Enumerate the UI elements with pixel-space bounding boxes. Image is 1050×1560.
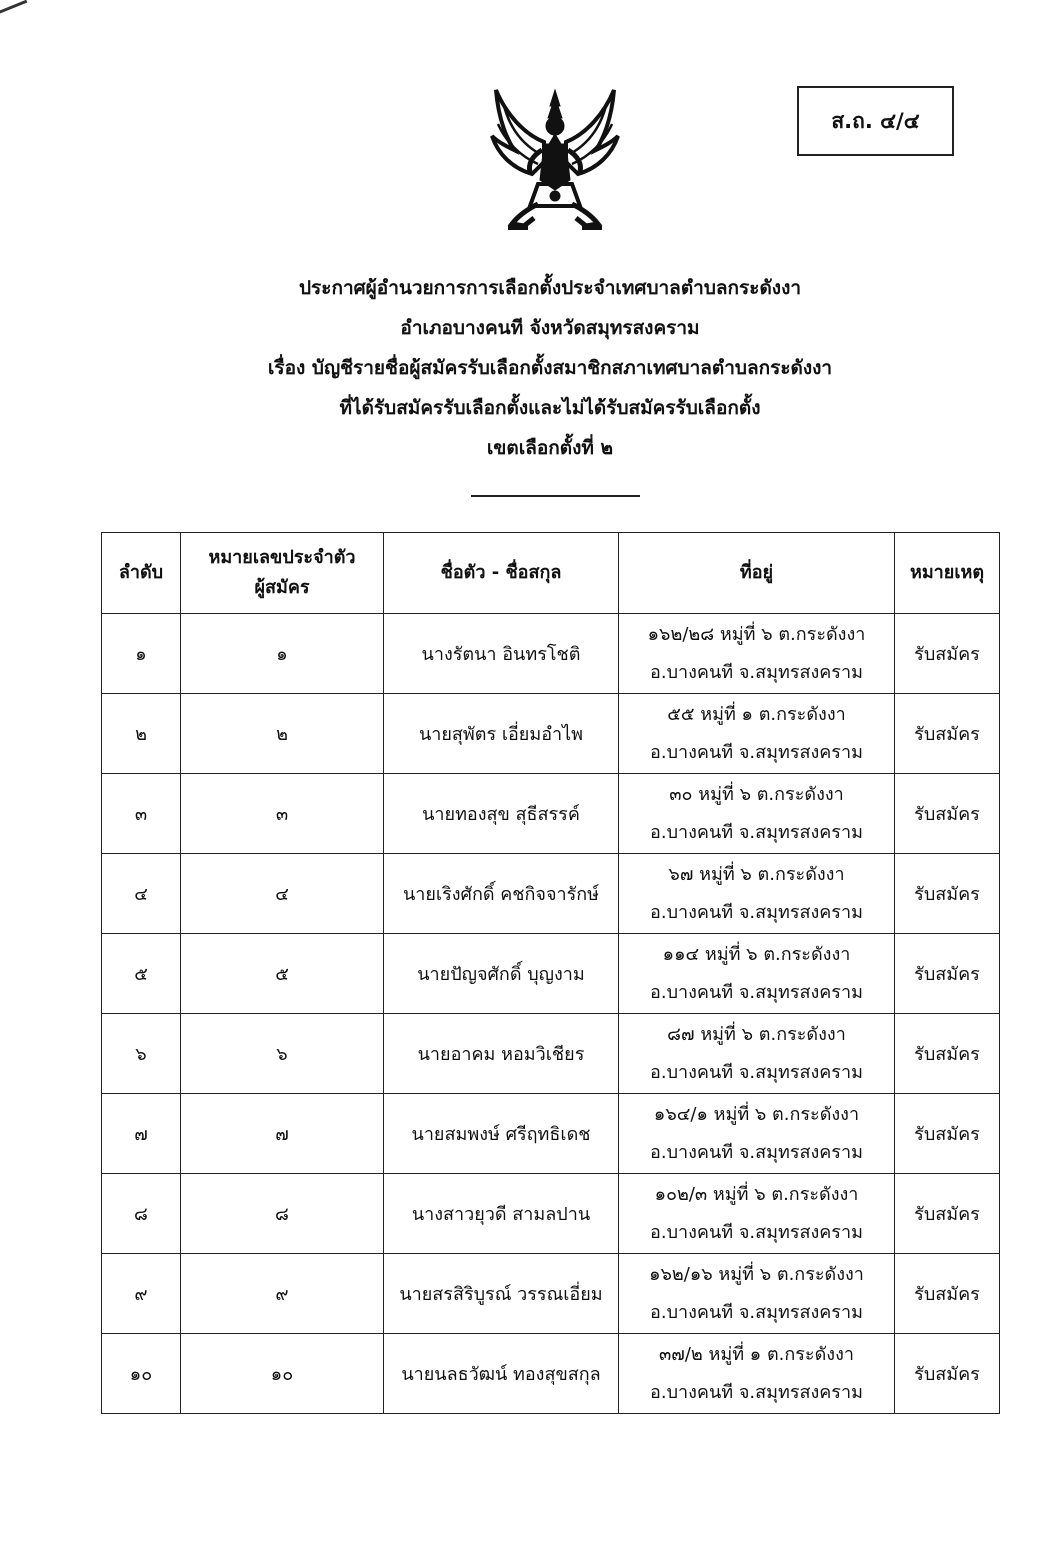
address-line-2: อ.บางคนที จ.สมุทรสงคราม — [650, 1301, 863, 1323]
table-row — [102, 934, 1000, 1014]
header-order: ลำดับ — [102, 533, 181, 614]
form-code: ส.ถ. ๔/๔ — [831, 108, 920, 133]
header-address: ที่อยู่ — [619, 533, 895, 614]
cell-name: นายทองสุข สุธีสรรค์ — [384, 774, 619, 854]
form-code-box — [797, 86, 954, 156]
cell-order: ๑ — [102, 614, 181, 694]
cell-remark: รับสมัคร — [895, 1334, 1000, 1414]
heading-divider — [471, 495, 640, 497]
cell-address — [619, 934, 895, 1014]
cell-remark: รับสมัคร — [895, 1254, 1000, 1334]
table-row — [102, 854, 1000, 934]
address-line-1: ๕๕ หมู่ที่ ๑ ต.กระดังงา — [667, 703, 846, 725]
address-line-2: อ.บางคนที จ.สมุทรสงคราม — [650, 901, 863, 923]
address-line-1: ๓๗/๒ หมู่ที่ ๑ ต.กระดังงา — [659, 1343, 854, 1365]
cell-address — [619, 1094, 895, 1174]
address-line-1: ๑๖๒/๑๖ หมู่ที่ ๖ ต.กระดังงา — [649, 1263, 864, 1285]
address-line-1: ๑๖๒/๒๘ หมู่ที่ ๖ ต.กระดังงา — [647, 623, 866, 645]
table-row — [102, 614, 1000, 694]
cell-remark: รับสมัคร — [895, 934, 1000, 1014]
header-remark: หมายเหตุ — [895, 533, 1000, 614]
garuda-emblem-icon — [484, 84, 626, 234]
cell-order: ๒ — [102, 694, 181, 774]
address-line-2: อ.บางคนที จ.สมุทรสงคราม — [650, 1381, 863, 1403]
table-row — [102, 1014, 1000, 1094]
cell-order: ๖ — [102, 1014, 181, 1094]
table-row — [102, 694, 1000, 774]
address-line-2: อ.บางคนที จ.สมุทรสงคราม — [650, 1221, 863, 1243]
cell-remark: รับสมัคร — [895, 774, 1000, 854]
cell-address — [619, 1334, 895, 1414]
cell-name: นายสมพงษ์ ศรีฤทธิเดช — [384, 1094, 619, 1174]
heading-line-2: อำเภอบางคนที จังหวัดสมุทรสงคราม — [400, 317, 700, 339]
cell-address — [619, 1174, 895, 1254]
cell-order: ๓ — [102, 774, 181, 854]
table-row — [102, 1174, 1000, 1254]
header-candidate-number — [181, 533, 384, 614]
table-row — [102, 1254, 1000, 1334]
cell-name: นายสุพัตร เอี่ยมอำไพ — [384, 694, 619, 774]
cell-address — [619, 854, 895, 934]
table-row — [102, 1334, 1000, 1414]
cell-candidate-number: ๑๐ — [181, 1334, 384, 1414]
table-body — [102, 614, 1000, 1414]
address-line-1: ๖๗ หมู่ที่ ๖ ต.กระดังงา — [668, 863, 845, 885]
cell-name: นายอาคม หอมวิเชียร — [384, 1014, 619, 1094]
address-line-2: อ.บางคนที จ.สมุทรสงคราม — [650, 1141, 863, 1163]
cell-address — [619, 1014, 895, 1094]
heading-line-5: เขตเลือกตั้งที่ ๒ — [486, 437, 614, 459]
heading-line-3: เรื่อง บัญชีรายชื่อผู้สมัครรับเลือกตั้งสมาชิกสภาเทศบาลตำบลกระดังงา — [267, 357, 833, 379]
heading-line-4: ที่ได้รับสมัครรับเลือกตั้งและไม่ได้รับสมัครรับเลือกตั้ง — [339, 397, 761, 419]
header-id-line-1: หมายเลขประจำตัว — [208, 547, 356, 568]
cell-candidate-number: ๗ — [181, 1094, 384, 1174]
address-line-2: อ.บางคนที จ.สมุทรสงคราม — [650, 981, 863, 1003]
cell-remark: รับสมัคร — [895, 1174, 1000, 1254]
cell-candidate-number: ๖ — [181, 1014, 384, 1094]
cell-candidate-number: ๒ — [181, 694, 384, 774]
table-row — [102, 1094, 1000, 1174]
cell-address — [619, 1254, 895, 1334]
cell-name: นางสาวยุวดี สามลปาน — [384, 1174, 619, 1254]
candidate-table — [101, 532, 1000, 1414]
cell-name: นายปัญจศักดิ์ บุญงาม — [384, 934, 619, 1014]
cell-order: ๙ — [102, 1254, 181, 1334]
scan-pen-mark — [0, 0, 27, 15]
cell-name: นายสรสิริบูรณ์ วรรณเอี่ยม — [384, 1254, 619, 1334]
address-line-1: ๘๗ หมู่ที่ ๖ ต.กระดังงา — [667, 1023, 846, 1045]
address-line-2: อ.บางคนที จ.สมุทรสงคราม — [650, 741, 863, 763]
cell-order: ๘ — [102, 1174, 181, 1254]
address-line-1: ๓๐ หมู่ที่ ๖ ต.กระดังงา — [669, 783, 844, 805]
table-row — [102, 774, 1000, 854]
cell-order: ๑๐ — [102, 1334, 181, 1414]
address-line-1: ๑๐๒/๓ หมู่ที่ ๖ ต.กระดังงา — [654, 1183, 859, 1205]
cell-candidate-number: ๕ — [181, 934, 384, 1014]
address-line-1: ๑๖๔/๑ หมู่ที่ ๖ ต.กระดังงา — [653, 1103, 860, 1125]
cell-candidate-number: ๑ — [181, 614, 384, 694]
address-line-2: อ.บางคนที จ.สมุทรสงคราม — [650, 1061, 863, 1083]
cell-candidate-number: ๘ — [181, 1174, 384, 1254]
cell-candidate-number: ๓ — [181, 774, 384, 854]
cell-order: ๗ — [102, 1094, 181, 1174]
heading-line-1: ประกาศผู้อำนวยการการเลือกตั้งประจำเทศบาลตำบลกระดังงา — [298, 277, 802, 299]
address-line-2: อ.บางคนที จ.สมุทรสงคราม — [650, 661, 863, 683]
cell-name: นางรัตนา อินทรโชติ — [384, 614, 619, 694]
cell-remark: รับสมัคร — [895, 1014, 1000, 1094]
header-name: ชื่อตัว - ชื่อสกุล — [384, 533, 619, 614]
cell-candidate-number: ๔ — [181, 854, 384, 934]
cell-address — [619, 694, 895, 774]
cell-order: ๔ — [102, 854, 181, 934]
table-header-row — [102, 533, 1000, 614]
cell-remark: รับสมัคร — [895, 854, 1000, 934]
cell-address — [619, 774, 895, 854]
header-id-line-2: ผู้สมัคร — [254, 577, 310, 598]
address-line-2: อ.บางคนที จ.สมุทรสงคราม — [650, 821, 863, 843]
cell-remark: รับสมัคร — [895, 694, 1000, 774]
cell-remark: รับสมัคร — [895, 614, 1000, 694]
cell-name: นายเริงศักดิ์ คชกิจจารักษ์ — [384, 854, 619, 934]
cell-order: ๕ — [102, 934, 181, 1014]
cell-address — [619, 614, 895, 694]
address-line-1: ๑๑๔ หมู่ที่ ๖ ต.กระดังงา — [662, 943, 851, 965]
cell-name: นายนลธวัฒน์ ทองสุขสกุล — [384, 1334, 619, 1414]
announcement-heading — [100, 268, 1000, 468]
cell-candidate-number: ๙ — [181, 1254, 384, 1334]
cell-remark: รับสมัคร — [895, 1094, 1000, 1174]
